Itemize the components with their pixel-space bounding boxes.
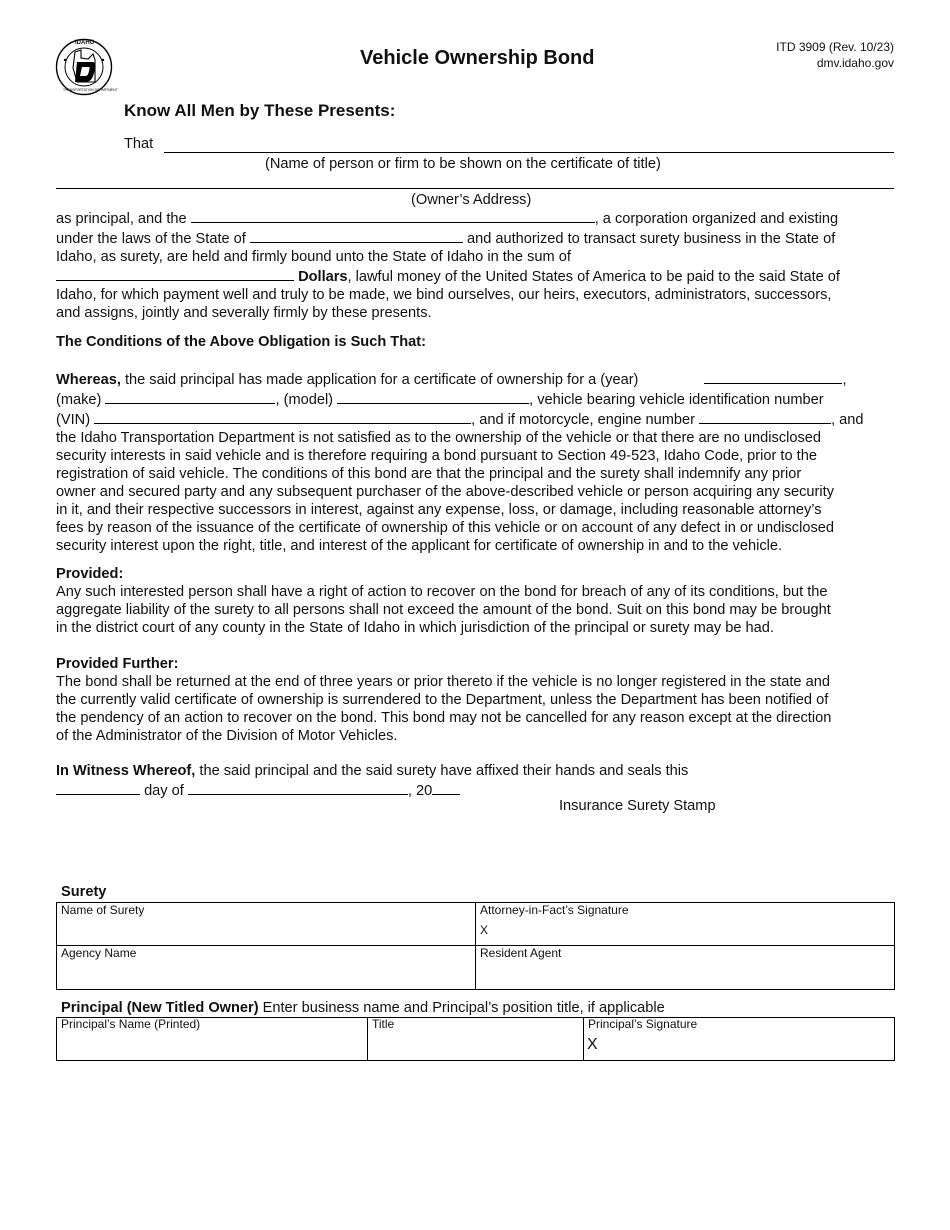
year-suffix-line[interactable] xyxy=(432,780,460,795)
p1-e: Idaho, as surety, are held and firmly bound unto the State of Idaho in the sum of xyxy=(56,249,571,265)
further-heading: Provided Further: xyxy=(56,656,179,672)
pr2: aggregate liability of the surety to all persons shall not exceed the amount of the bond. Suit on this bond may be brought xyxy=(56,602,831,618)
p1-a: as principal, and the xyxy=(56,211,187,227)
p1-d: and authorized to transact surety business in the State of xyxy=(466,231,836,247)
w2-c: , vehicle bearing vehicle identification number xyxy=(529,392,824,408)
principal-signature-field[interactable] xyxy=(602,1032,892,1059)
w1: the said principal has made application for a certificate of ownership for a (year) xyxy=(120,372,639,388)
provided-heading: Provided: xyxy=(56,566,124,582)
make-line[interactable] xyxy=(105,389,275,404)
surety-name-field[interactable] xyxy=(57,918,474,944)
surety-name-label: Name of Surety xyxy=(61,903,145,917)
dollars-label: Dollars xyxy=(298,269,348,285)
principal-title-field[interactable] xyxy=(368,1032,582,1059)
w2-b: , (model) xyxy=(275,392,334,408)
agency-name-field[interactable] xyxy=(57,961,474,988)
pr1: Any such interested person shall have a right of action to recover on the bond for breach of any of its conditions, but the xyxy=(56,584,828,600)
p1-c: under the laws of the State of xyxy=(56,231,246,247)
witness-label: In Witness Whereof, xyxy=(56,763,196,779)
owner-address-line[interactable] xyxy=(56,188,894,189)
vin-line[interactable] xyxy=(94,409,471,424)
p1-b: , a corporation organized and existing xyxy=(594,211,839,227)
principal-signature-x: X xyxy=(587,1036,598,1053)
that-label: That xyxy=(124,136,154,152)
principal-heading xyxy=(61,999,665,1017)
principal-col-divider-2 xyxy=(583,1017,584,1060)
attorney-signature-label: Attorney-in-Fact’s Signature xyxy=(480,903,629,917)
p1-h: and assigns, jointly and severally firmly by these presents. xyxy=(56,305,432,321)
intro-heading: Know All Men by These Presents: xyxy=(124,101,396,120)
resident-agent-label: Resident Agent xyxy=(480,946,562,960)
idaho-itd-logo xyxy=(55,38,118,96)
address-caption: (Owner’s Address) xyxy=(411,192,532,208)
w10: security interest upon the right, title, and interest of the applicant for certificate of ownership in and to the vehicle. xyxy=(56,538,783,554)
pf3: the pendency of an action to recover on the bond. This bond may not be cancelled for any reason except at the direction xyxy=(56,710,832,726)
w3-c: , and xyxy=(831,412,864,428)
principal-name-label: Principal’s Name (Printed) xyxy=(61,1017,201,1031)
principal-signature-label: Principal’s Signature xyxy=(588,1017,698,1031)
day-line[interactable] xyxy=(56,780,140,795)
pf4: of the Administrator of the Division of Motor Vehicles. xyxy=(56,728,398,744)
name-caption: (Name of person or firm to be shown on the certificate of title) xyxy=(265,156,661,172)
whereas-paragraph xyxy=(56,369,896,555)
principal-name-field[interactable] xyxy=(57,1032,366,1059)
attorney-signature-field[interactable] xyxy=(494,918,892,944)
w5: security interests in said vehicle and is therefore requiring a bond pursuant to Section 49-523, Idaho Code, prior to the xyxy=(56,448,817,464)
w7: owner and secured party and any subsequent purchaser of the above-described vehicle or person acquiring any security xyxy=(56,484,834,500)
conditions-heading: The Conditions of the Above Obligation is Such That: xyxy=(56,334,426,350)
logo-text-top: IDAHO xyxy=(75,40,95,46)
page-title: Vehicle Ownership Bond xyxy=(360,47,595,69)
witness-text: the said principal and the said surety have affixed their hands and seals this xyxy=(195,763,689,779)
w3-b: , and if motorcycle, engine number xyxy=(471,412,696,428)
form-id: ITD 3909 (Rev. 10/23) xyxy=(776,40,894,54)
agency-name-label: Agency Name xyxy=(61,946,137,960)
witness-paragraph xyxy=(56,762,896,800)
dollar-amount-line[interactable] xyxy=(56,266,294,281)
w1-end: , xyxy=(842,372,847,388)
w9: fees by reason of the issuance of the certificate of ownership of this vehicle or on account of any defect in or undisclosed xyxy=(56,520,834,536)
w3-a: (VIN) xyxy=(56,412,91,428)
attorney-signature-x: X xyxy=(480,923,489,937)
principal-heading-bold: Principal (New Titled Owner) xyxy=(61,1000,259,1016)
p1-g: Idaho, for which payment well and truly to be made, we bind ourselves, our heirs, executors, administrators, successors, xyxy=(56,287,832,303)
pf1: The bond shall be returned at the end of three years or prior thereto if the vehicle is no longer registered in the state and xyxy=(56,674,830,690)
engine-number-line[interactable] xyxy=(699,409,831,424)
p1-f: , lawful money of the United States of America to be paid to the said State of xyxy=(347,269,840,285)
principal-title-label: Title xyxy=(372,1017,395,1031)
model-line[interactable] xyxy=(337,389,529,404)
month-line[interactable] xyxy=(188,780,408,795)
logo-text-bottom: TRANSPORTATION DEPARTMENT xyxy=(63,88,118,92)
surety-heading: Surety xyxy=(61,884,107,900)
w8: in it, and their respective successors in interest, against any expense, loss, or damage, including reasonable attorney’s xyxy=(56,502,822,518)
pf2: the currently valid certificate of ownership is surrendered to the Department, unless the Department has been notified of xyxy=(56,692,829,708)
whereas-label: Whereas, xyxy=(56,372,121,388)
bond-paragraph xyxy=(56,208,896,322)
pr3: in the district court of any county in the State of Idaho in which jurisdiction of the principal or surety may be had. xyxy=(56,620,774,636)
year-prefix: , 20 xyxy=(407,783,433,799)
w4: the Idaho Transportation Department is not satisfied as to the ownership of the vehicle or that there are no undisclosed xyxy=(56,430,822,446)
stamp-label: Insurance Surety Stamp xyxy=(559,798,716,814)
website: dmv.idaho.gov xyxy=(816,56,894,70)
w2-a: (make) xyxy=(56,392,102,408)
provided-further-paragraph xyxy=(56,655,896,745)
resident-agent-field[interactable] xyxy=(476,961,892,988)
provided-paragraph xyxy=(56,565,896,637)
day-of-label: day of xyxy=(144,783,184,799)
w6: registration of said vehicle. The conditions of this bond are that the principal and the surety shall indemnify any prior xyxy=(56,466,802,482)
principal-heading-note: Enter business name and Principal’s position title, if applicable xyxy=(258,1000,665,1016)
year-line[interactable] xyxy=(704,369,842,384)
state-line[interactable] xyxy=(250,228,463,243)
surety-company-line[interactable] xyxy=(191,208,595,223)
principal-name-line[interactable] xyxy=(164,152,894,153)
